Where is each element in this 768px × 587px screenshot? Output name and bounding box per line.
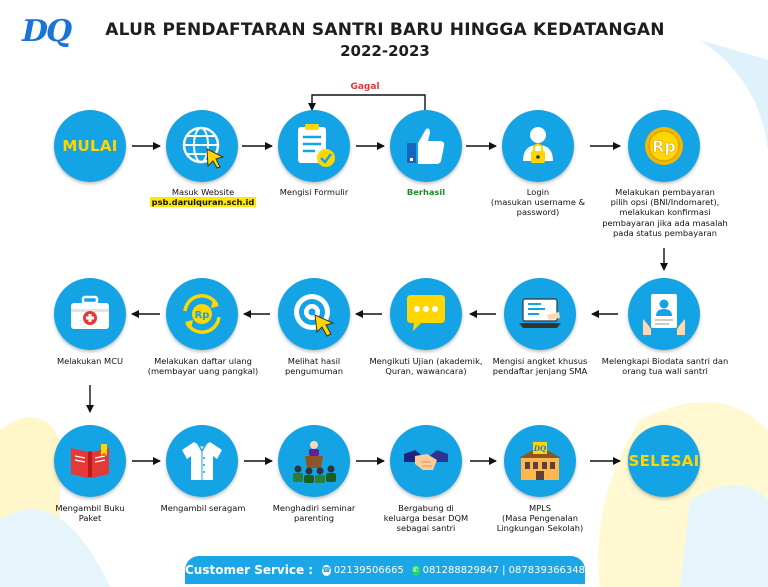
page-title: ALUR PENDAFTARAN SANTRI BARU HINGGA KEDATANGAN: [105, 20, 665, 40]
payment-line-3: melakukan konfirmasi: [619, 207, 711, 218]
reregister-line-2: (membayar uang pangkal): [147, 366, 259, 377]
whatsapp-numbers[interactable]: 081288829847 | 087839366348: [422, 564, 585, 576]
seminar-label: [262, 503, 366, 523]
seminar-line-1: Menghadiri seminar: [272, 503, 356, 513]
svg-text:DQ: DQ: [533, 444, 547, 453]
start-node: [54, 110, 126, 182]
website-url-link[interactable]: psb.darulquran.sch.id: [151, 197, 255, 208]
books-line-1: Mengambil Buku: [55, 503, 125, 513]
mpls-line-2: (Masa Pengenalan: [502, 513, 578, 524]
user-lock-icon: [513, 121, 563, 171]
survey-line-2: pendaftar jenjang SMA: [492, 366, 588, 377]
uniform-label: Mengambil seragam: [160, 503, 246, 513]
phone-number[interactable]: 02139506665: [333, 564, 404, 576]
document-profile-icon: [639, 289, 689, 339]
svg-text:Rp: Rp: [652, 137, 676, 156]
handshake-icon: [401, 436, 451, 486]
login-title: Login: [526, 187, 550, 197]
mpls-line-3: Lingkungan Sekolah): [496, 523, 584, 534]
exam-label: [362, 356, 490, 376]
mcu-label: Melakukan MCU: [56, 356, 124, 366]
biodata-node: [628, 278, 700, 350]
survey-node: [504, 278, 576, 350]
end-node: [628, 425, 700, 497]
phone-icon: ☎: [322, 565, 331, 574]
medical-kit-icon: [65, 289, 115, 339]
form-node: [278, 110, 350, 182]
globe-cursor-icon: [177, 121, 227, 171]
payment-node: [628, 110, 700, 182]
website-label: [140, 187, 266, 207]
fail-label: Gagal: [350, 82, 380, 92]
customer-service-label: Customer Service :: [185, 563, 314, 577]
chat-bubble-icon: [401, 289, 451, 339]
seminar-line-2: parenting: [293, 513, 335, 524]
login-subtitle: (masukan username & password): [490, 197, 586, 218]
exam-node: [390, 278, 462, 350]
join-line-3: sebagai santri: [396, 523, 456, 534]
result-label: [262, 356, 366, 376]
result-node: [278, 278, 350, 350]
survey-label: [478, 356, 602, 376]
uniform-node: [166, 425, 238, 497]
biodata-line-2: orang tua wali santri: [622, 366, 708, 377]
clipboard-check-icon: [289, 121, 339, 171]
join-label: [370, 503, 482, 534]
start-label: MULAI: [62, 137, 118, 155]
mcu-node: [54, 278, 126, 350]
books-line-2: Paket: [78, 513, 102, 524]
school-building-icon: [515, 436, 565, 486]
thumbs-up-icon: [401, 121, 451, 171]
login-label: [470, 187, 606, 218]
join-line-2: keluarga besar DQM: [383, 513, 469, 524]
svg-text:Rp: Rp: [194, 310, 210, 321]
rupiah-coin-icon: [639, 121, 689, 171]
page-subtitle-year: 2022-2023: [340, 42, 430, 60]
books-label: [40, 503, 140, 523]
seminar-node: [278, 425, 350, 497]
result-line-1: Melihat hasil: [287, 356, 341, 366]
book-icon: [65, 436, 115, 486]
website-node: [166, 110, 238, 182]
customer-service-bar: [185, 556, 585, 584]
payment-label: [600, 187, 730, 238]
reregister-label: [140, 356, 266, 376]
website-text: Masuk Website: [171, 187, 235, 197]
payment-line-1: Melakukan pembayaran: [615, 187, 715, 197]
reregister-node: [166, 278, 238, 350]
join-node: [390, 425, 462, 497]
exam-line-1: Mengikuti Ujian (akademik,: [369, 356, 483, 366]
rupiah-cycle-icon: [177, 289, 227, 339]
payment-line-5: pada status pembayaran: [612, 227, 718, 238]
join-line-1: Bergabung di: [398, 503, 454, 513]
payment-line-4: pembayaran jika ada masalah: [602, 217, 728, 228]
end-label: SELESAI: [628, 452, 700, 470]
laptop-form-icon: [515, 289, 565, 339]
books-node: [54, 425, 126, 497]
mpls-label: [480, 503, 600, 534]
mpls-line-1: MPLS: [528, 503, 552, 513]
seminar-icon: [289, 436, 339, 486]
payment-line-2: pilih opsi (BNI/Indomaret),: [610, 197, 720, 208]
whatsapp-icon: ✆: [412, 565, 419, 574]
success-label: Berhasil: [406, 187, 446, 197]
result-line-2: pengumuman: [285, 366, 343, 377]
form-label: Mengisi Formulir: [279, 187, 349, 197]
logo: DQ: [22, 14, 71, 49]
target-cursor-icon: [289, 289, 339, 339]
shirt-icon: [177, 436, 227, 486]
success-node: [390, 110, 462, 182]
biodata-label: [598, 356, 732, 376]
survey-line-1: Mengisi angket khusus: [492, 356, 588, 366]
mpls-node: [504, 425, 576, 497]
reregister-line-1: Melakukan daftar ulang: [154, 356, 252, 366]
exam-line-2: Quran, wawancara): [385, 366, 467, 377]
login-node: [502, 110, 574, 182]
biodata-line-1: Melengkapi Biodata santri dan: [601, 356, 729, 366]
